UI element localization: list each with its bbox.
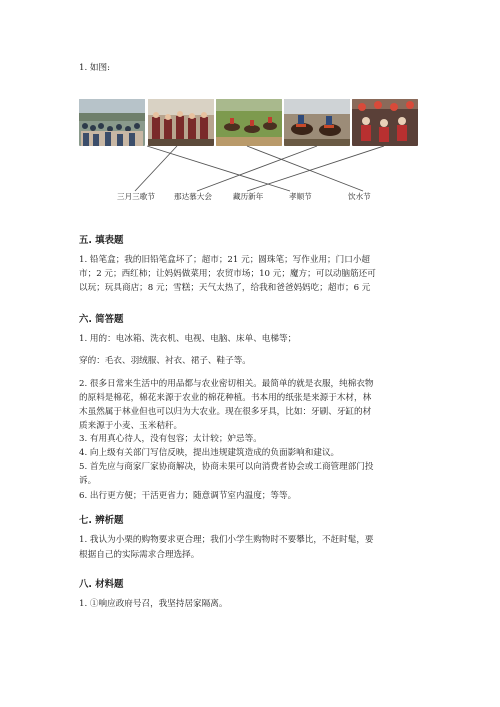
section-6-answer: 质来源于小麦、玉米秸秆。 [79,421,183,431]
festival-label: 孝顺节 [289,192,312,201]
section-5-line: 以玩；玩具商店；8 元；雪糕；天气太热了，给我和爸爸妈妈吃；超市；6 元 [79,283,371,293]
section-6-answer: 穿的：毛衣、羽绒服、衬衣、裙子、鞋子等。 [79,356,251,366]
section-6-answer: 2. 很多日常来生活中的用品都与农业密切相关。最简单的就是衣服，纯棉衣物 [79,379,374,389]
section-8-line: 1. ①响应政府号召，我坚持居家隔离。 [79,599,228,609]
crowd-festival-photo [79,99,145,146]
section-6-answer: 木虽然属于林业但也可以归为大农业。现在很多牙具，比如：牙刷、牙缸的材 [79,407,372,417]
question-1-label: 1. 如图: [79,63,111,73]
section-6-answer: 3. 有用真心待人，没有包容；太计较；妒忌等。 [79,434,262,444]
section-6-answer: 5. 首先应与商家厂家协商解决，协商未果可以向消费者协会或工商管理部门投 [79,462,374,472]
festival-label: 藏历新年 [233,192,264,201]
section-6-answer: 6. 出行更方便；干活更省力；随意调节室内温度；等等。 [79,491,297,501]
section-6-answer: 4. 向上级有关部门写信反映，提出违规建筑造成的负面影响和建议。 [79,448,340,458]
festival-label: 饮水节 [348,192,371,201]
section-5-line: 1. 铅笔盒；我的旧铅笔盒坏了；超市；21 元；圆珠笔；写作业用；门口小超 [79,255,371,265]
section-8-title: 八. 材料题 [79,579,124,590]
dance-festival-photo [148,99,214,146]
section-7-line: 1. 我认为小栗的购物要求更合理；我们小学生购物时不要攀比，不赶时髦，要 [79,535,374,545]
festival-label: 三月三歌节 [117,192,155,201]
section-5-line: 市；2 元；西红柿；让妈妈做菜用；农贸市场；10 元；魔方；可以动脑筋还可 [79,269,376,279]
section-7-title: 七. 辨析题 [79,515,124,526]
horse-racing-photo [216,99,282,146]
lantern-festival-photo [352,99,418,146]
festival-label: 那达慕大会 [174,192,212,201]
section-6-answer: 的原料是棉花，棉花来源于农业的棉花种植。书本用的纸张是来源于木材，林 [79,393,372,403]
section-6-answer: 诉。 [79,476,97,486]
section-6-answer: 1. 用的：电冰箱、洗衣机、电视、电脑、床单、电梯等； [79,334,297,344]
section-6-title: 六. 简答题 [79,314,124,325]
horseback-riders-photo [284,99,350,146]
section-7-line: 根据自己的实际需求合理选择。 [79,550,200,560]
section-5-title: 五. 填表题 [79,235,124,246]
